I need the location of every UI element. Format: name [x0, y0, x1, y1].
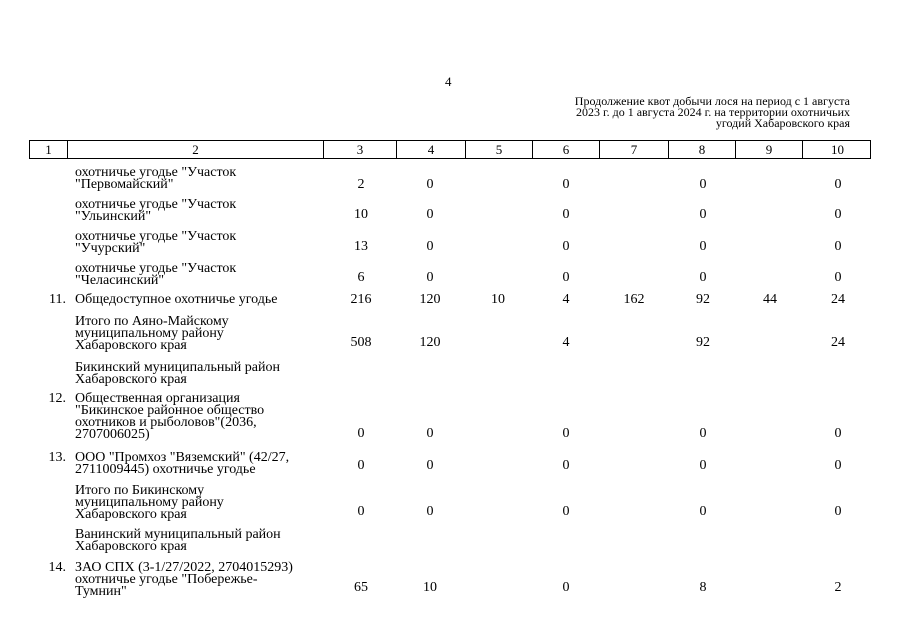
row-name-line: "Первомайский" — [75, 177, 174, 192]
cell-c6: 4 — [562, 335, 570, 350]
cell-c3: 65 — [354, 580, 368, 595]
cell-c4: 0 — [426, 270, 434, 285]
cell-c4: 120 — [419, 292, 441, 307]
column-header-6: 6 — [533, 141, 600, 158]
cell-c6: 0 — [562, 270, 570, 285]
cell-c4: 0 — [426, 426, 434, 441]
row-name-line: охотничье угодье "Участок — [75, 165, 237, 180]
cell-c10: 0 — [834, 239, 842, 254]
table-caption — [575, 96, 850, 129]
page-number: 4 — [445, 74, 452, 89]
cell-c3: 13 — [354, 239, 368, 254]
row-name — [75, 562, 315, 598]
row-name-line: охотничье угодье "Участок — [75, 261, 237, 276]
row-name-line: Итого по Бикинскому — [75, 483, 205, 498]
row-name — [75, 231, 315, 255]
row-name-line: "Челасинский" — [75, 273, 165, 288]
row-name — [75, 199, 315, 223]
row-name-line: 2707006025) — [75, 427, 150, 442]
cell-c8: 0 — [699, 426, 707, 441]
row-name-line: "Учурский" — [75, 241, 146, 256]
row-name-line: "Ульинский" — [75, 209, 152, 224]
row-number: 14. — [48, 560, 66, 575]
cell-c3: 6 — [357, 270, 365, 285]
column-header-1: 1 — [30, 141, 68, 158]
cell-c8: 0 — [699, 504, 707, 519]
row-name-line: ООО "Промхоз "Вяземский" (42/27, — [75, 450, 290, 465]
row-name — [75, 167, 315, 191]
row-name-line: Хабаровского края — [75, 507, 187, 522]
cell-c3: 2 — [357, 177, 365, 192]
row-name-line: Общедоступное охотничье угодье — [75, 292, 278, 307]
cell-c10: 0 — [834, 426, 842, 441]
column-header-9: 9 — [736, 141, 803, 158]
cell-c8: 0 — [699, 239, 707, 254]
row-name-line: ЗАО СПХ (3-1/27/2022, 2704015293) — [75, 560, 293, 575]
cell-c8: 92 — [696, 292, 710, 307]
cell-c4: 10 — [423, 580, 437, 595]
cell-c4: 0 — [426, 458, 434, 473]
cell-c10: 24 — [831, 335, 845, 350]
cell-c3: 10 — [354, 207, 368, 222]
cell-c5: 10 — [491, 292, 505, 307]
table-header — [29, 140, 871, 159]
cell-c6: 0 — [562, 580, 570, 595]
cell-c6: 4 — [562, 292, 570, 307]
cell-c6: 0 — [562, 458, 570, 473]
row-name — [75, 485, 315, 521]
cell-c7: 162 — [623, 292, 645, 307]
row-name-line: Хабаровского края — [75, 372, 187, 387]
row-name — [75, 529, 315, 553]
cell-c6: 0 — [562, 239, 570, 254]
row-name — [75, 362, 315, 386]
cell-c4: 0 — [426, 504, 434, 519]
cell-c6: 0 — [562, 177, 570, 192]
cell-c4: 0 — [426, 177, 434, 192]
row-name-line: муниципальному району — [75, 326, 224, 341]
cell-c10: 0 — [834, 270, 842, 285]
row-number: 12. — [48, 391, 66, 406]
row-name — [75, 452, 315, 476]
row-name-line: Общественная организация — [75, 391, 240, 406]
row-name — [75, 316, 315, 352]
column-header-3: 3 — [324, 141, 397, 158]
cell-c3: 0 — [357, 426, 365, 441]
caption-line: 2023 г. до 1 августа 2024 г. на территории охотничьих — [576, 105, 850, 119]
cell-c6: 0 — [562, 504, 570, 519]
cell-c6: 0 — [562, 426, 570, 441]
row-name — [75, 393, 315, 441]
column-header-10: 10 — [831, 142, 844, 157]
cell-c3: 216 — [350, 292, 372, 307]
cell-c8: 0 — [699, 207, 707, 222]
row-name-line: Ванинский муниципальный район — [75, 527, 281, 542]
row-name-line: Итого по Аяно-Майскому — [75, 314, 229, 329]
row-name-line: Хабаровского края — [75, 338, 187, 353]
row-name-line: охотничье угодье "Побережье- — [75, 572, 258, 587]
cell-c3: 0 — [357, 504, 365, 519]
cell-c6: 0 — [562, 207, 570, 222]
cell-c10: 0 — [834, 207, 842, 222]
cell-c8: 0 — [699, 270, 707, 285]
cell-c10: 24 — [831, 292, 845, 307]
row-name-line: охотничье угодье "Участок — [75, 229, 237, 244]
column-header-2: 2 — [68, 141, 324, 158]
row-number: 13. — [48, 450, 66, 465]
cell-c10: 0 — [834, 458, 842, 473]
row-name-line: Хабаровского края — [75, 539, 187, 554]
caption-line: Продолжение квот добычи лося на период с 1 августа — [574, 94, 850, 108]
caption-line: угодий Хабаровского края — [715, 116, 850, 130]
cell-c4: 120 — [419, 335, 441, 350]
row-name-line: муниципальному району — [75, 495, 224, 510]
column-header-5: 5 — [466, 141, 533, 158]
column-header-8: 8 — [669, 141, 736, 158]
cell-c8: 92 — [696, 335, 710, 350]
row-name-line: Бикинский муниципальный район — [75, 360, 280, 375]
row-name-line: 2711009445) охотничье угодье — [75, 462, 256, 477]
cell-c10: 0 — [834, 504, 842, 519]
row-name-line: "Бикинское районное общество — [75, 403, 265, 418]
row-name-line: охотников и рыболовов"(2036, — [75, 415, 257, 430]
cell-c8: 8 — [699, 580, 707, 595]
row-name-line: Тумнин" — [75, 584, 127, 599]
cell-c4: 0 — [426, 239, 434, 254]
cell-c3: 508 — [350, 335, 372, 350]
cell-c3: 0 — [357, 458, 365, 473]
row-number: 11. — [49, 292, 66, 307]
cell-c10: 0 — [834, 177, 842, 192]
cell-c9: 44 — [763, 292, 777, 307]
column-header-4: 4 — [397, 141, 466, 158]
cell-c10: 2 — [834, 580, 842, 595]
column-header-7: 7 — [600, 141, 669, 158]
row-name — [75, 263, 315, 287]
cell-c8: 0 — [699, 177, 707, 192]
cell-c4: 0 — [426, 207, 434, 222]
cell-c8: 0 — [699, 458, 707, 473]
row-name — [75, 294, 315, 306]
row-name-line: охотничье угодье "Участок — [75, 197, 237, 212]
